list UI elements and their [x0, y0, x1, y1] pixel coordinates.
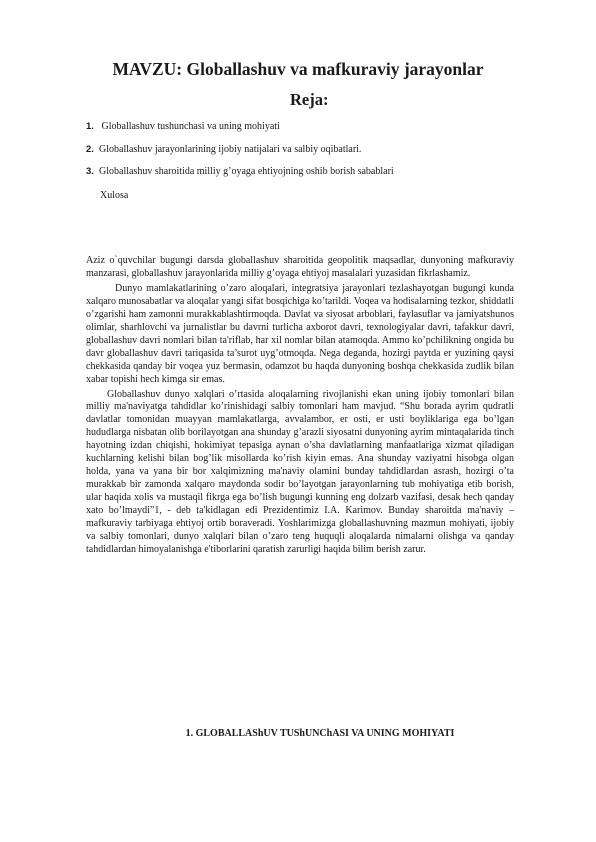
plan-item-text: Globallashuv jarayonlarining ijobiy natijalari va salbiy oqibatlari.: [99, 143, 362, 155]
document-title: MAVZU: Globallashuv va mafkuraviy jarayonlar: [112, 59, 484, 79]
plan-heading: Reja:: [290, 90, 329, 109]
plan-item-number: 2.: [86, 143, 94, 155]
plan-item-number: 1.: [86, 121, 94, 132]
conclusion-item: Xulosa: [100, 190, 129, 201]
plan-item-number: 3.: [86, 166, 94, 177]
body-text: [86, 255, 514, 557]
plan-item: [86, 120, 394, 143]
plan-item: [86, 143, 394, 166]
paragraph: Globallashuv dunyo xalqlari o’rtasida aloqalarning rivojlanishi ekan uning ijobiy tomonlari bilan milliy ma'naviyatga tahdidlar ko’rinishidagi salbiy tomonlari ham mavjud. “Shu borada ayrim qudratli davlatlar tomonidan muayyan mamlakatlarga, avvalambor, er osti, er usti boyliklariga ega bo’lgan hududlarga nisbatan olib borilayotgan ana shunday g’arazli siyosatni dunyoning ayrim mintaqalarida tinch hayotning izdan chiqishi, hokimiyat tepasiga aynan o’sha davlatlarning manfaatlariga xizmat qiladigan kuchlarning kelishi bilan bog’lik misollarda ko’rish kiyin emas. Ana shunday vaziyatni hisobga olgan holda, yana va yana bir bor xalqimizning ma'naviy olamini bunday tahdidlardan asrash, hozirgi o’ta murakkab bir zamonda xalqaro maydonda sodir bo’layotgan jarayonlarning tub mohiyatiga etib borish, ular haqida xolis va mustaqil fikrga ega bo’lish bugungi kunning eng dolzarb vazifasi, desak hech qanday xato bo’lmaydi”1, - deb ta'kidlagan edi Prezidentimiz I.A. Karimov. Bunday sharoitda ma'naviy – mafkuraviy tarbiyaga ehtiyoj ortib boraveradi. Yoshlarimizga globallashuvning mazmun mohiyati, ijobiy va salbiy tomonlari, dunyo xalqlari bilan o’zaro teng huquqli aloqalarda nimalarni olishga va qanday tahdidlardan himoyalanishga e'tiborlarini qaratish zarurligi haqida bilim berish zarur.: [86, 388, 514, 555]
paragraph: Dunyo mamlakatlarining o’zaro aloqalari, integratsiya jarayonlari tezlashayotgan bugungi kunda xalqaro munosabatlar va aloqalar yangi sifat bosqichiga ko’tarildi. Voqea va hodisalarning tezkor, shiddatli o’zgarishi ham zamonni murakkablashtirmoqda. Davlat va siyosat arboblari, faylasuflar va jamiyatshunos olimlar, sharhlovchi va jurnalistlar bu davrni turlicha axborot davri, texnologiyalar davri, tafakkur davri, globallashuv davri nomlari bilan ta'riflab, har xil nomlar bilan atamoqda. Ammo ko’pchilikning ongida bu davr globallashuv davri tariqasida ta’surot uyg’otmoqda. Nega deganda, hozirgi paytda er yuzining qaysi chekkasida qanday bir voqea yuz bermasin, odamzot bu haqda dunyoning boshqa chekkasida zudlik bilan xabar topishi hech kimga sir emas.: [86, 282, 514, 385]
section-heading: 1. GLOBALLAShUV TUShUNChASI VA UNING MOHIYATI: [185, 728, 455, 739]
plan-item-text: Globallashuv tushunchasi va uning mohiyati: [99, 121, 280, 132]
plan-item: [86, 165, 394, 188]
plan-item-text: Globallashuv sharoitida milliy g’oyaga ehtiyojning oshib borish sabablari: [99, 166, 394, 177]
paragraph: Aziz o`quvchilar bugungi darsda globallashuv sharoitida geopolitik maqsadlar, dunyoning mafkuraviy manzarasi, globallashuv jarayonlarida milliy g’oyaga ehtiyoj masalalari yuzasidan fikrlashamiz.: [86, 255, 514, 279]
plan-list: [86, 120, 394, 188]
